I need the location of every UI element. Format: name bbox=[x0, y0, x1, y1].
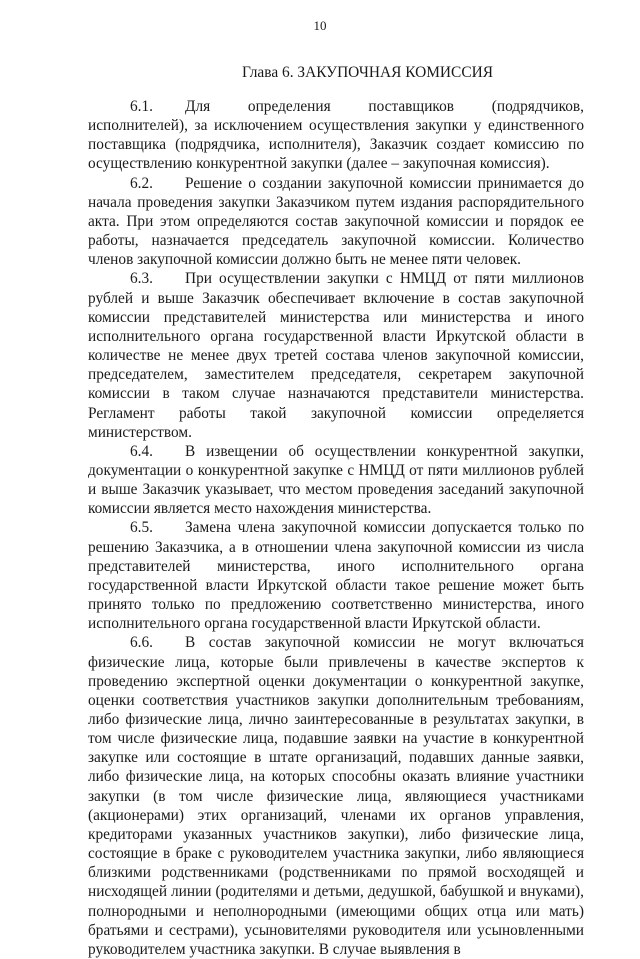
paragraph-6-3 bbox=[88, 269, 584, 441]
paragraph-number: 6.5. bbox=[130, 519, 154, 537]
paragraph-number: 6.2. bbox=[130, 174, 154, 192]
paragraph-text: В состав закупочной комиссии не могут включаться физические лица, которые были привлечены в качестве экспертов к проведению экспертной оценки документации о конкурентной закупке, оценки соответствия участников закупки дополнительным требованиям, либо физические лица, лично заинтересованные в результатах закупки, в том числе физические лица, подавшие заявки на участие в конкурентной закупке или состоящие в штате организаций, подавших данные заявки, либо физические лица, на которых способны оказать влияние участники закупки (в том числе физические лица, являющиеся участниками (акционерами) этих организаций, членами их органов управления, кредиторами указанных участников закупки), либо физические лица, состоящие в браке с руководителем участника закупки, либо являющиеся близкими родственниками (родственниками по прямой восходящей и нисходящей линии (родителями и детьми, дедушкой, бабушкой и внуками), полнородными и неполнородными (имеющими общих отца или мать) братьями и сестрами), усыновителями руководителя или усыновленными руководителем участника закупки. В случае выявления в bbox=[88, 634, 584, 958]
page-number: 10 bbox=[313, 18, 327, 33]
document-body bbox=[88, 97, 584, 959]
paragraph-6-2 bbox=[88, 174, 584, 270]
paragraph-text: При осуществлении закупки с НМЦД от пяти миллионов рублей и выше Заказчик обеспечивает включение в состав закупочной комиссии представителей министерства или министерства и иного исполнительного органа государственной власти Иркутской области в количестве не менее двух третей состава членов закупочной комиссии, председателем, заместителем председателя, секретарем закупочной комиссии в таком случае назначаются представители министерства. Регламент работы такой закупочной комиссии определяется министерством. bbox=[88, 270, 584, 441]
paragraph-number: 6.1. bbox=[130, 98, 154, 115]
chapter-title: Глава 6. ЗАКУПОЧНАЯ КОМИССИЯ bbox=[242, 64, 493, 81]
paragraph-number: 6.3. bbox=[130, 270, 154, 288]
paragraph-number: 6.6. bbox=[130, 634, 154, 652]
paragraph-text: В извещении об осуществлении конкурентной закупки, документации о конкурентной закупке с НМЦД от пяти миллионов рублей и выше Заказчик указывает, что местом проведения заседаний закупочной комиссии является место нахождения министерства. bbox=[88, 442, 584, 518]
paragraph-6-6 bbox=[88, 633, 584, 959]
paragraph-6-1 bbox=[88, 97, 584, 174]
paragraph-number: 6.4. bbox=[130, 442, 154, 460]
paragraph-text: Решение о создании закупочной комиссии принимается до начала проведения закупки Заказчиком путем издания распорядительного акта. При этом определяются состав закупочной комиссии и порядок ее работы, назначается председатель закупочной комиссии. Количество членов закупочной комиссии должно быть не менее пяти человек. bbox=[88, 174, 584, 269]
paragraph-6-4 bbox=[88, 442, 584, 519]
paragraph-text: Для определения поставщиков (подрядчиков, исполнителей), за исключением осуществления закупки у единственного поставщика (подрядчика, исполнителя), Заказчик создает комиссию по осуществлению конкурентной закупки (далее – закупочная комиссия). bbox=[88, 98, 584, 173]
paragraph-text: Замена члена закупочной комиссии допускается только по решению Заказчика, а в отношении члена закупочной комиссии из числа представителей министерства, иного исполнительного органа государственной власти Иркутской области такое решение может быть принято только по предложению соответственно министерства, иного исполнительного органа государственной власти Иркутской области. bbox=[88, 519, 584, 633]
paragraph-6-5 bbox=[88, 518, 584, 633]
